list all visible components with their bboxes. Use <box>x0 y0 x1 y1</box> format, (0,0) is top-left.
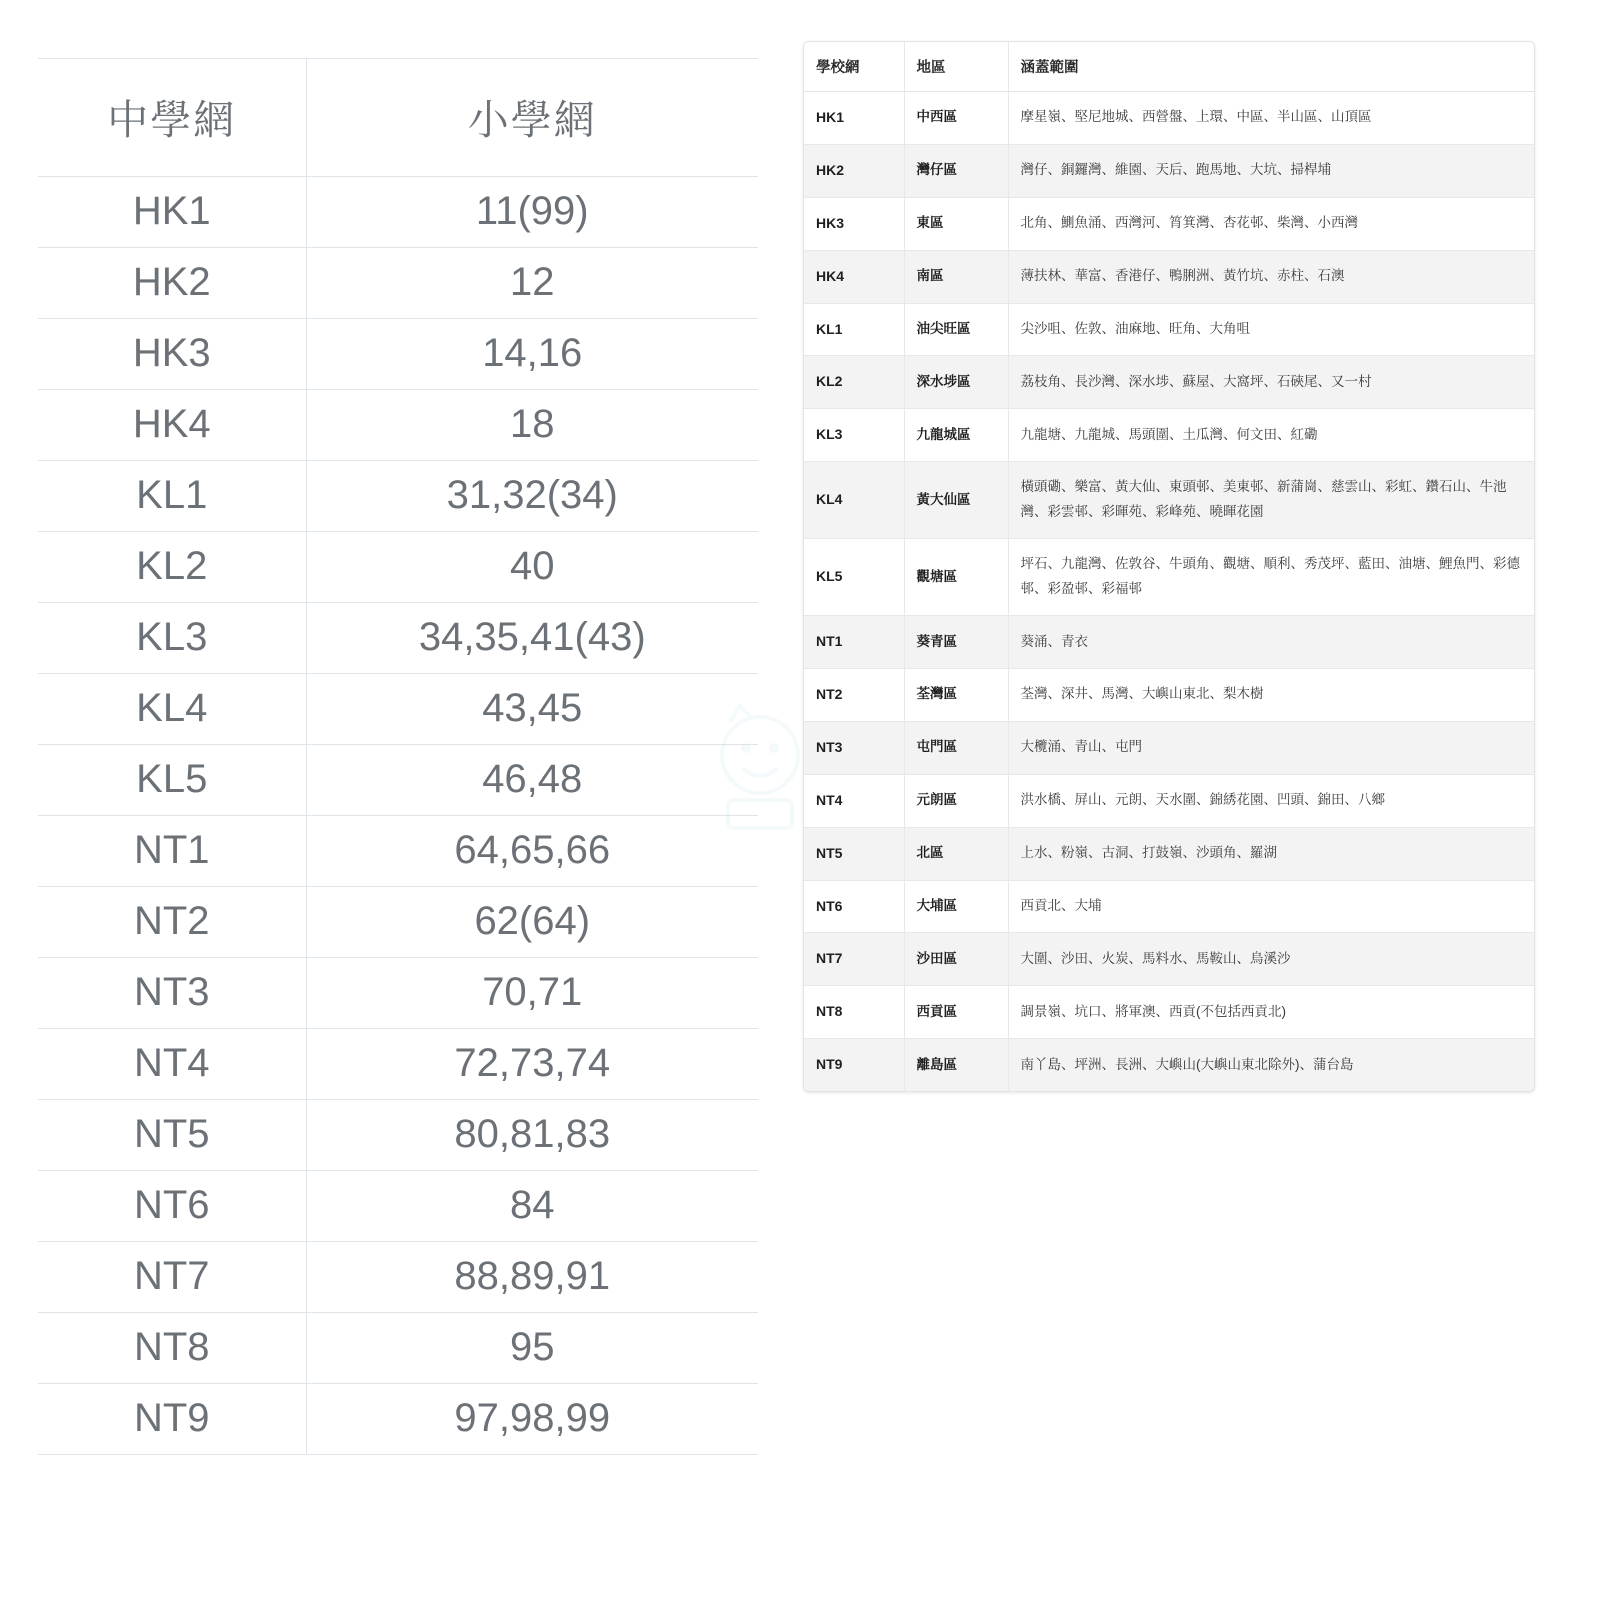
primary-net-cell: 12 <box>306 248 758 319</box>
district-cell: 沙田區 <box>904 933 1008 986</box>
column-header-primary-net: 小學網 <box>306 59 758 177</box>
secondary-net-cell: KL5 <box>38 745 306 816</box>
primary-net-cell: 14,16 <box>306 319 758 390</box>
secondary-primary-net-table <box>38 58 758 1455</box>
table-row <box>38 745 758 816</box>
secondary-net-cell: KL1 <box>38 461 306 532</box>
district-cell: 東區 <box>904 197 1008 250</box>
school-net-cell: NT9 <box>804 1039 904 1091</box>
coverage-cell: 上水、粉嶺、古洞、打鼓嶺、沙頭角、羅湖 <box>1008 827 1534 880</box>
table-row <box>804 986 1534 1039</box>
primary-net-cell: 72,73,74 <box>306 1029 758 1100</box>
column-header-coverage: 涵蓋範圍 <box>1008 42 1534 92</box>
secondary-net-cell: NT2 <box>38 887 306 958</box>
table-row <box>38 390 758 461</box>
table-row <box>38 248 758 319</box>
primary-net-cell: 62(64) <box>306 887 758 958</box>
table-row <box>38 532 758 603</box>
primary-net-cell: 46,48 <box>306 745 758 816</box>
secondary-net-cell: NT4 <box>38 1029 306 1100</box>
secondary-net-cell: NT9 <box>38 1384 306 1455</box>
secondary-net-cell: KL2 <box>38 532 306 603</box>
school-net-coverage-panel <box>803 41 1535 1092</box>
school-net-cell: HK4 <box>804 250 904 303</box>
table-row <box>38 461 758 532</box>
table-row <box>804 616 1534 669</box>
table-row <box>38 177 758 248</box>
school-net-cell: KL1 <box>804 303 904 356</box>
table-row <box>38 816 758 887</box>
district-cell: 屯門區 <box>904 721 1008 774</box>
table-row <box>804 250 1534 303</box>
school-net-cell: KL2 <box>804 356 904 409</box>
table-row <box>38 1171 758 1242</box>
district-cell: 離島區 <box>904 1039 1008 1091</box>
secondary-net-cell: NT7 <box>38 1242 306 1313</box>
table-row <box>804 197 1534 250</box>
secondary-net-cell: NT8 <box>38 1313 306 1384</box>
coverage-cell: 大欖涌、青山、屯門 <box>1008 721 1534 774</box>
district-cell: 油尖旺區 <box>904 303 1008 356</box>
table-row <box>804 92 1534 145</box>
district-cell: 元朗區 <box>904 774 1008 827</box>
table-row <box>38 958 758 1029</box>
table-row <box>38 674 758 745</box>
coverage-cell: 橫頭磡、樂富、黃大仙、東頭邨、美東邨、新蒲崗、慈雲山、彩虹、鑽石山、牛池灣、彩雲邨、彩暉苑、彩峰苑、曉暉花園 <box>1008 462 1534 539</box>
secondary-net-cell: NT1 <box>38 816 306 887</box>
secondary-net-cell: NT6 <box>38 1171 306 1242</box>
table-row <box>38 319 758 390</box>
school-net-cell: HK3 <box>804 197 904 250</box>
coverage-cell: 坪石、九龍灣、佐敦谷、牛頭角、觀塘、順利、秀茂坪、藍田、油塘、鯉魚門、彩德邨、彩盈邨、彩福邨 <box>1008 539 1534 616</box>
district-cell: 黃大仙區 <box>904 462 1008 539</box>
table-row <box>804 539 1534 616</box>
secondary-net-cell: HK2 <box>38 248 306 319</box>
school-net-cell: HK2 <box>804 144 904 197</box>
school-net-cell: HK1 <box>804 92 904 145</box>
primary-net-cell: 88,89,91 <box>306 1242 758 1313</box>
table-row <box>804 144 1534 197</box>
coverage-cell: 調景嶺、坑口、將軍澳、西貢(不包括西貢北) <box>1008 986 1534 1039</box>
primary-net-cell: 11(99) <box>306 177 758 248</box>
coverage-cell: 薄扶林、華富、香港仔、鴨脷洲、黃竹坑、赤柱、石澳 <box>1008 250 1534 303</box>
secondary-net-cell: KL3 <box>38 603 306 674</box>
table-row <box>804 1039 1534 1091</box>
table-row <box>804 721 1534 774</box>
school-net-cell: NT5 <box>804 827 904 880</box>
district-cell: 九龍城區 <box>904 409 1008 462</box>
secondary-primary-net-table-panel <box>38 58 758 1455</box>
coverage-cell: 北角、鰂魚涌、西灣河、筲箕灣、杏花邨、柴灣、小西灣 <box>1008 197 1534 250</box>
primary-net-cell: 95 <box>306 1313 758 1384</box>
coverage-cell: 葵涌、青衣 <box>1008 616 1534 669</box>
secondary-net-cell: NT3 <box>38 958 306 1029</box>
table-row <box>804 774 1534 827</box>
primary-net-cell: 43,45 <box>306 674 758 745</box>
secondary-net-cell: HK1 <box>38 177 306 248</box>
column-header-district: 地區 <box>904 42 1008 92</box>
coverage-cell: 尖沙咀、佐敦、油麻地、旺角、大角咀 <box>1008 303 1534 356</box>
school-net-cell: NT1 <box>804 616 904 669</box>
table-row <box>38 887 758 958</box>
school-net-cell: NT3 <box>804 721 904 774</box>
school-net-cell: NT6 <box>804 880 904 933</box>
district-cell: 深水埗區 <box>904 356 1008 409</box>
secondary-net-cell: HK3 <box>38 319 306 390</box>
district-cell: 北區 <box>904 827 1008 880</box>
district-cell: 南區 <box>904 250 1008 303</box>
school-net-cell: NT4 <box>804 774 904 827</box>
school-net-cell: NT7 <box>804 933 904 986</box>
primary-net-cell: 80,81,83 <box>306 1100 758 1171</box>
primary-net-cell: 40 <box>306 532 758 603</box>
column-header-school-net: 學校網 <box>804 42 904 92</box>
coverage-cell: 洪水橋、屏山、元朗、天水圍、錦綉花園、凹頭、錦田、八鄉 <box>1008 774 1534 827</box>
primary-net-cell: 18 <box>306 390 758 461</box>
district-cell: 灣仔區 <box>904 144 1008 197</box>
coverage-cell: 西貢北、大埔 <box>1008 880 1534 933</box>
table-row <box>804 356 1534 409</box>
secondary-net-cell: HK4 <box>38 390 306 461</box>
district-cell: 荃灣區 <box>904 669 1008 722</box>
district-cell: 中西區 <box>904 92 1008 145</box>
table-row <box>804 880 1534 933</box>
table-row <box>38 1029 758 1100</box>
school-net-cell: KL3 <box>804 409 904 462</box>
primary-net-cell: 84 <box>306 1171 758 1242</box>
table-row <box>804 669 1534 722</box>
primary-net-cell: 97,98,99 <box>306 1384 758 1455</box>
secondary-net-cell: NT5 <box>38 1100 306 1171</box>
table-header-row <box>38 59 758 177</box>
coverage-cell: 大圍、沙田、火炭、馬料水、馬鞍山、烏溪沙 <box>1008 933 1534 986</box>
table-row <box>38 603 758 674</box>
secondary-net-cell: KL4 <box>38 674 306 745</box>
school-net-cell: NT8 <box>804 986 904 1039</box>
school-net-cell: KL4 <box>804 462 904 539</box>
school-net-coverage-table <box>804 42 1534 1091</box>
coverage-cell: 荔枝角、長沙灣、深水埗、蘇屋、大窩坪、石硤尾、又一村 <box>1008 356 1534 409</box>
school-net-cell: NT2 <box>804 669 904 722</box>
coverage-cell: 南丫島、坪洲、長洲、大嶼山(大嶼山東北除外)、蒲台島 <box>1008 1039 1534 1091</box>
district-cell: 西貢區 <box>904 986 1008 1039</box>
district-cell: 葵青區 <box>904 616 1008 669</box>
coverage-cell: 摩星嶺、堅尼地城、西營盤、上環、中區、半山區、山頂區 <box>1008 92 1534 145</box>
table-row <box>804 933 1534 986</box>
primary-net-cell: 70,71 <box>306 958 758 1029</box>
table-row <box>804 462 1534 539</box>
school-net-cell: KL5 <box>804 539 904 616</box>
district-cell: 大埔區 <box>904 880 1008 933</box>
table-row <box>804 303 1534 356</box>
coverage-cell: 荃灣、深井、馬灣、大嶼山東北、梨木樹 <box>1008 669 1534 722</box>
coverage-cell: 九龍塘、九龍城、馬頭圍、土瓜灣、何文田、紅磡 <box>1008 409 1534 462</box>
primary-net-cell: 31,32(34) <box>306 461 758 532</box>
district-cell: 觀塘區 <box>904 539 1008 616</box>
table-row <box>38 1313 758 1384</box>
primary-net-cell: 34,35,41(43) <box>306 603 758 674</box>
table-row <box>38 1242 758 1313</box>
column-header-secondary-net: 中學網 <box>38 59 306 177</box>
table-header-row <box>804 42 1534 92</box>
table-row <box>38 1100 758 1171</box>
primary-net-cell: 64,65,66 <box>306 816 758 887</box>
table-row <box>804 409 1534 462</box>
table-row <box>38 1384 758 1455</box>
coverage-cell: 灣仔、銅鑼灣、維園、天后、跑馬地、大坑、掃桿埔 <box>1008 144 1534 197</box>
table-row <box>804 827 1534 880</box>
